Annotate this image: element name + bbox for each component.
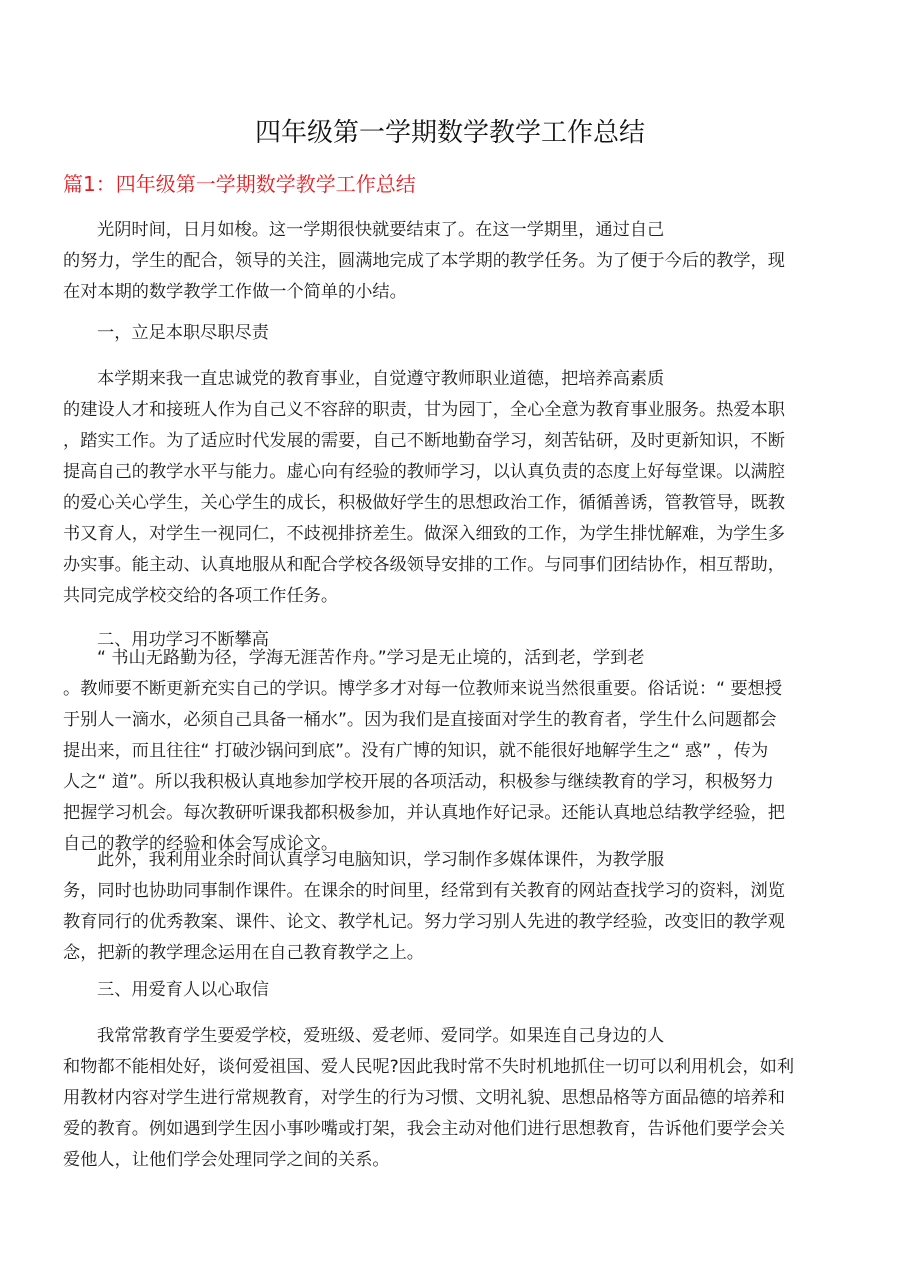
text-line: 的爱心关心学生，关心学生的成长，积极做好学生的思想政治工作，循循善诱，管教管导，既教	[63, 493, 785, 513]
text-line: ，踏实工作。为了适应时代发展的需要，自己不断地勤奋学习，刻苦钻研，及时更新知识，不断	[63, 431, 785, 451]
paragraph-2	[63, 364, 843, 612]
text-line: 我常常教育学生要爱学校，爱班级、爱老师、爱同学。如果连自己身边的人	[97, 1026, 665, 1046]
text-line: 在对本期的数学教学工作做一个简单的小结。	[63, 282, 407, 302]
text-line: 光阴时间，日月如梭。这一学期很快就要结束了。在这一学期里，通过自己	[97, 220, 665, 240]
text-line: 的努力，学生的配合，领导的关注，圆满地完成了本学期的教学任务。为了便于今后的教学，现	[63, 251, 785, 271]
text-line: 自己的教学的经验和体会写成论文。	[63, 834, 339, 854]
text-line: 用教材内容对学生进行常规教育，对学生的行为习惯、文明礼貌、思想品格等方面品德的培养和	[63, 1088, 785, 1108]
text-line: 办实事。能主动、认真地服从和配合学校各级领导安排的工作。与同事们团结协作，相互帮助，	[63, 555, 785, 575]
paragraph-4	[63, 845, 843, 969]
paragraph-3	[63, 643, 843, 860]
paragraph-1	[63, 215, 843, 308]
heading-1: 一，立足本职尽职尽责	[97, 323, 269, 343]
text-line: 于别人一滴水，必须自己具备一桶水”。因为我们是直接面对学生的教育者，学生什么问题都会	[63, 710, 777, 730]
text-line: 此外，我利用业余时间认真学习电脑知识，学习制作多媒体课件，为教学服	[97, 850, 665, 870]
text-line: 提高自己的教学水平与能力。虚心向有经验的教师学习，以认真负责的态度上好每堂课。以满腔	[63, 462, 785, 482]
text-line: 人之“ 道”。所以我积极认真地参加学校开展的各项活动，积极参与继续教育的学习，积极努力	[63, 772, 774, 792]
text-line: 书又育人，对学生一视同仁，不歧视排挤差生。做深入细致的工作，为学生排忧解难，为学生多	[63, 524, 785, 544]
section-subtitle: 篇1：四年级第一学期数学教学工作总结	[63, 172, 416, 196]
text-line: 。教师要不断更新充实自己的学识。博学多才对每一位教师来说当然很重要。俗话说：“ 要想授	[63, 679, 783, 699]
text-line: 务，同时也协助同事制作课件。在课余的时间里，经常到有关教育的网站查找学习的资料，浏览	[63, 881, 785, 901]
text-line: 的建设人才和接班人作为自己义不容辞的职责，甘为园丁，全心全意为教育事业服务。热爱本职	[63, 400, 785, 420]
text-line: 把握学习机会。每次教研听课我都积极参加，并认真地作好记录。还能认真地总结教学经验，把	[63, 803, 785, 823]
text-line: 和物都不能相处好，谈何爱祖国、爱人民呢?因此我时常不失时机地抓住一切可以利用机会，如利	[63, 1057, 795, 1077]
text-line: 本学期来我一直忠诚党的教育事业，自觉遵守教师职业道德，把培养高素质	[97, 369, 665, 389]
text-line: 爱他人，让他们学会处理同学之间的关系。	[63, 1150, 390, 1170]
heading-3: 三、用爱育人以心取信	[97, 980, 269, 1000]
text-line: 念，把新的教学理念运用在自己教育教学之上。	[63, 943, 424, 963]
text-line: 爱的教育。例如遇到学生因小事吵嘴或打架，我会主动对他们进行思想教育，告诉他们要学会关	[63, 1119, 785, 1139]
heading-2: 二、用功学习不断攀高	[97, 630, 269, 650]
text-line: “ 书山无路勤为径，学海无涯苦作舟。”学习是无止境的，活到老，学到老	[97, 648, 645, 668]
text-line: 教育同行的优秀教案、课件、论文、教学札记。努力学习别人先进的教学经验，改变旧的教学观	[63, 912, 785, 932]
text-line: 提出来，而且往往“ 打破沙锅问到底”。没有广博的知识，就不能很好地解学生之“ 惑” ，传为	[63, 741, 769, 761]
paragraph-5	[63, 1021, 843, 1176]
document-title: 四年级第一学期数学教学工作总结	[254, 118, 645, 148]
text-line: 共同完成学校交给的各项工作任务。	[63, 586, 339, 606]
